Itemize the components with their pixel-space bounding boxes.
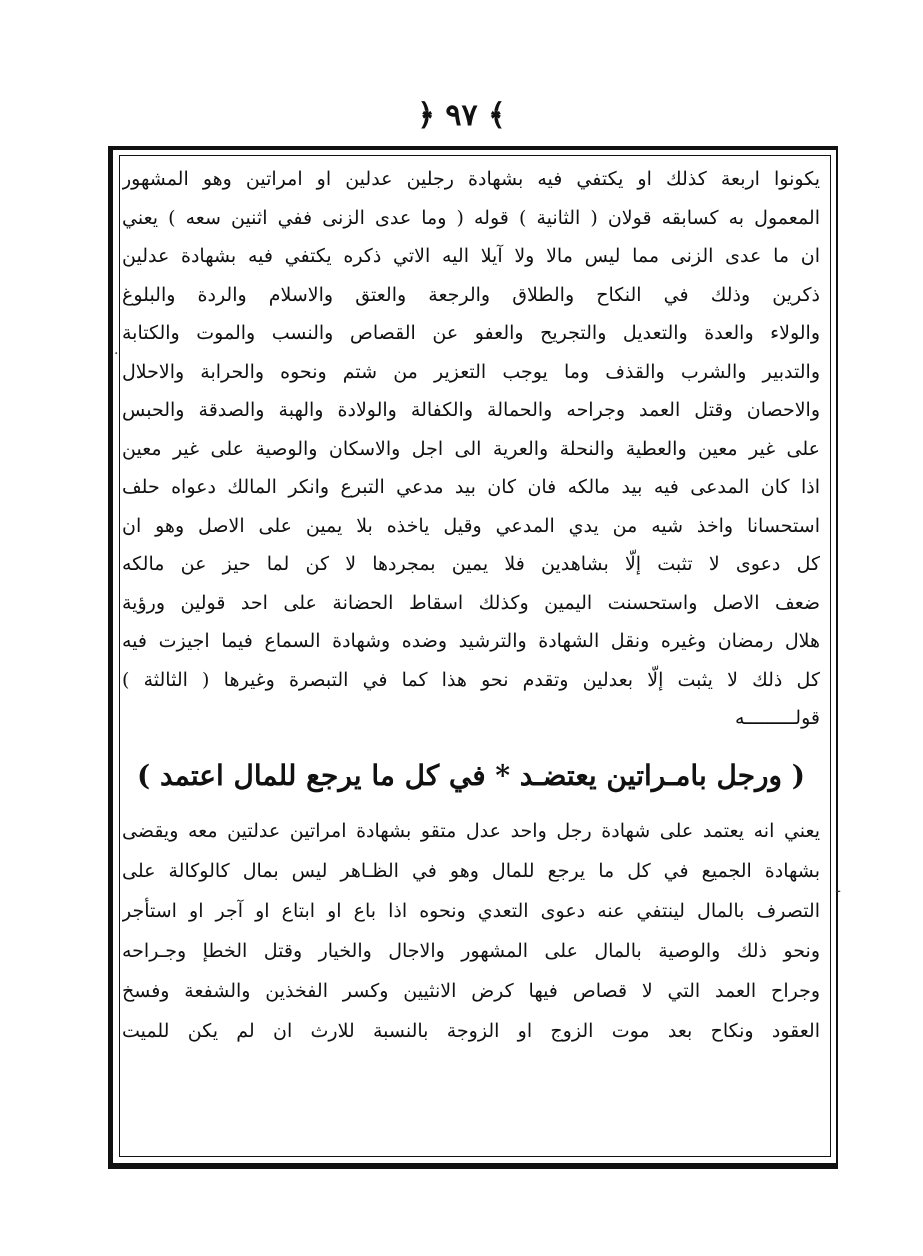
- text-line: وجراح العمد التي لا قصاص فيها كرض الانثيين وكسر الفخذين والشفعة وفسخ: [122, 979, 820, 1002]
- text-line: استحسانا واخذ شيه من يدي المدعي وقيل ياخذه بلا يمين على الاصل وهو ان: [122, 514, 820, 537]
- verse-heading: ( ورجل بامـراتين يعتضـد * في كل ما يرجع للمال اعتمد ): [136, 758, 806, 792]
- text-line: بشهادة الجميع في كل ما يرجع للمال وهو في الظـاهر ليس بمال كالوكالة على: [122, 859, 820, 882]
- page-number: ﴿ ٩٧ ﴾: [417, 98, 506, 133]
- text-line: كل ذلك لا يثبت إلّا بعدلين وتقدم نحو هذا كما في التبصرة وغيرها ( الثالثة ): [122, 668, 820, 691]
- margin-dash-mark: ـ: [836, 880, 841, 896]
- text-line: ان ما عدى الزنى مما ليس مالا ولا آيلا اليه الاتي ذكره يكتفي فيه بشهادة عدلين: [122, 245, 820, 267]
- text-line: والولاء والعدة والتعديل والتجريح والعفو عن القصاص والنسب والموت والكتابة: [122, 322, 820, 344]
- text-line: يعني انه يعتمد على شهادة رجل واحد عدل متقو بشهادة امراتين عدلتين معه ويقضى: [122, 819, 820, 842]
- margin-dot-mark: ·: [114, 346, 119, 362]
- text-line: التصرف بالمال لينتفي عنه دعوى التعدي ونحوه اذا باع او ابتاع او آجر او استأجر: [122, 899, 820, 922]
- main-text-column: [122, 160, 820, 1051]
- text-line: على غير معين والعطية والنحلة والعرية الى اجل والاسكان والوصية على غير معين: [122, 437, 820, 460]
- text-line: المعمول به كسابقه قولان ( الثانية ) قوله ( وما عدى الزنى ففي اثنين سعه ) يعني: [122, 206, 820, 229]
- text-line: ضعف الاصل واستحسنت اليمين وكذلك اسقاط الحضانة على احد قولين ورؤية: [122, 591, 820, 614]
- text-line: هلال رمضان وغيره ونقل الشهادة والترشيد وضده وشهادة السماع فيما اجيزت فيه: [122, 630, 820, 652]
- text-line: والتدبير والشرب والقذف وما يوجب التعزير من شتم ونحوه والحرابة والاحلال: [122, 360, 820, 383]
- text-line: والاحصان وقتل العمد وجراحه والحمالة والكفالة والولادة والهبة والصدقة والحبس: [122, 399, 820, 421]
- text-line: قولـــــــــه: [735, 707, 820, 729]
- text-line: يكونوا اربعة كذلك او يكتفي فيه بشهادة رجلين عدلين او امراتين وهو المشهور: [122, 168, 820, 190]
- paragraph-one: [122, 160, 820, 738]
- text-line: اذا كان المدعى فيه بيد مالكه فان كان بيد مدعي التبرع وانكر المالك دعواه حلف: [122, 476, 820, 498]
- text-line: العقود ونكاح بعد موت الزوج او الزوجة بالنسبة للارث ان لم يكن للميت: [122, 1019, 820, 1042]
- text-line: ذكرين وذلك في النكاح والطلاق والرجعة والعتق والاسلام والردة والبلوغ: [122, 283, 820, 306]
- paragraph-two: [122, 811, 820, 1051]
- text-line: كل دعوى لا تثبت إلّا بشاهدين فلا يمين بمجردها لا كن لما حيز عن مالكه: [122, 553, 820, 575]
- text-line: ونحو ذلك والوصية بالمال على المشهور والاجال والخيار وقتل الخطإ وجـراحه: [122, 939, 820, 962]
